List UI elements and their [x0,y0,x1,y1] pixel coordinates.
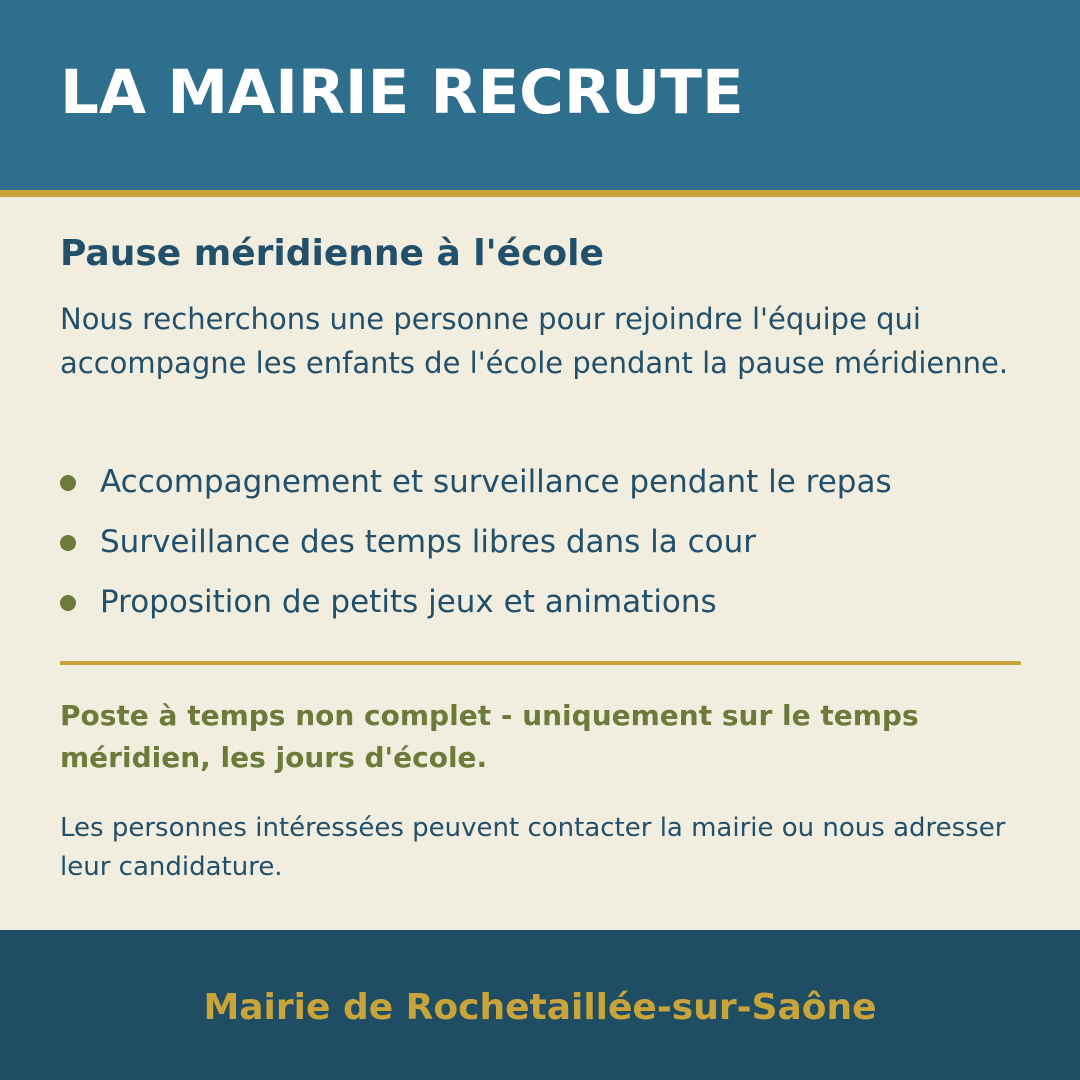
header-accent-rule [0,190,1080,197]
bullet-icon [60,595,76,611]
duties-list [60,459,892,639]
header-banner [0,0,1080,190]
duty-text: Proposition de petits jeux et animations [100,584,717,620]
contact-text: Les personnes intéressées peuvent contacter la mairie ou nous adresser leur candidature. [60,813,1006,882]
duty-text: Surveillance des temps libres dans la cour [100,524,757,560]
headline: LA MAIRIE RECRUTE [60,57,744,128]
duty-item [60,519,892,579]
duty-item [60,579,892,639]
position-note: Poste à temps non complet - uniquement sur le temps méridien, les jours d'école. [60,699,919,774]
footer-banner [0,930,1080,1080]
bullet-icon [60,535,76,551]
section-divider [60,661,1021,665]
duty-text: Accompagnement et surveillance pendant le repas [100,464,892,500]
duty-item [60,459,892,519]
job-offer-body [60,197,1025,930]
footer-signature: Mairie de Rochetaillée-sur-Saône [203,987,877,1028]
job-intro: Nous recherchons une personne pour rejoindre l'équipe qui accompagne les enfants de l'école pendant la pause méridienne. [60,302,1009,380]
bullet-icon [60,475,76,491]
job-title: Pause méridienne à l'école [60,233,604,274]
